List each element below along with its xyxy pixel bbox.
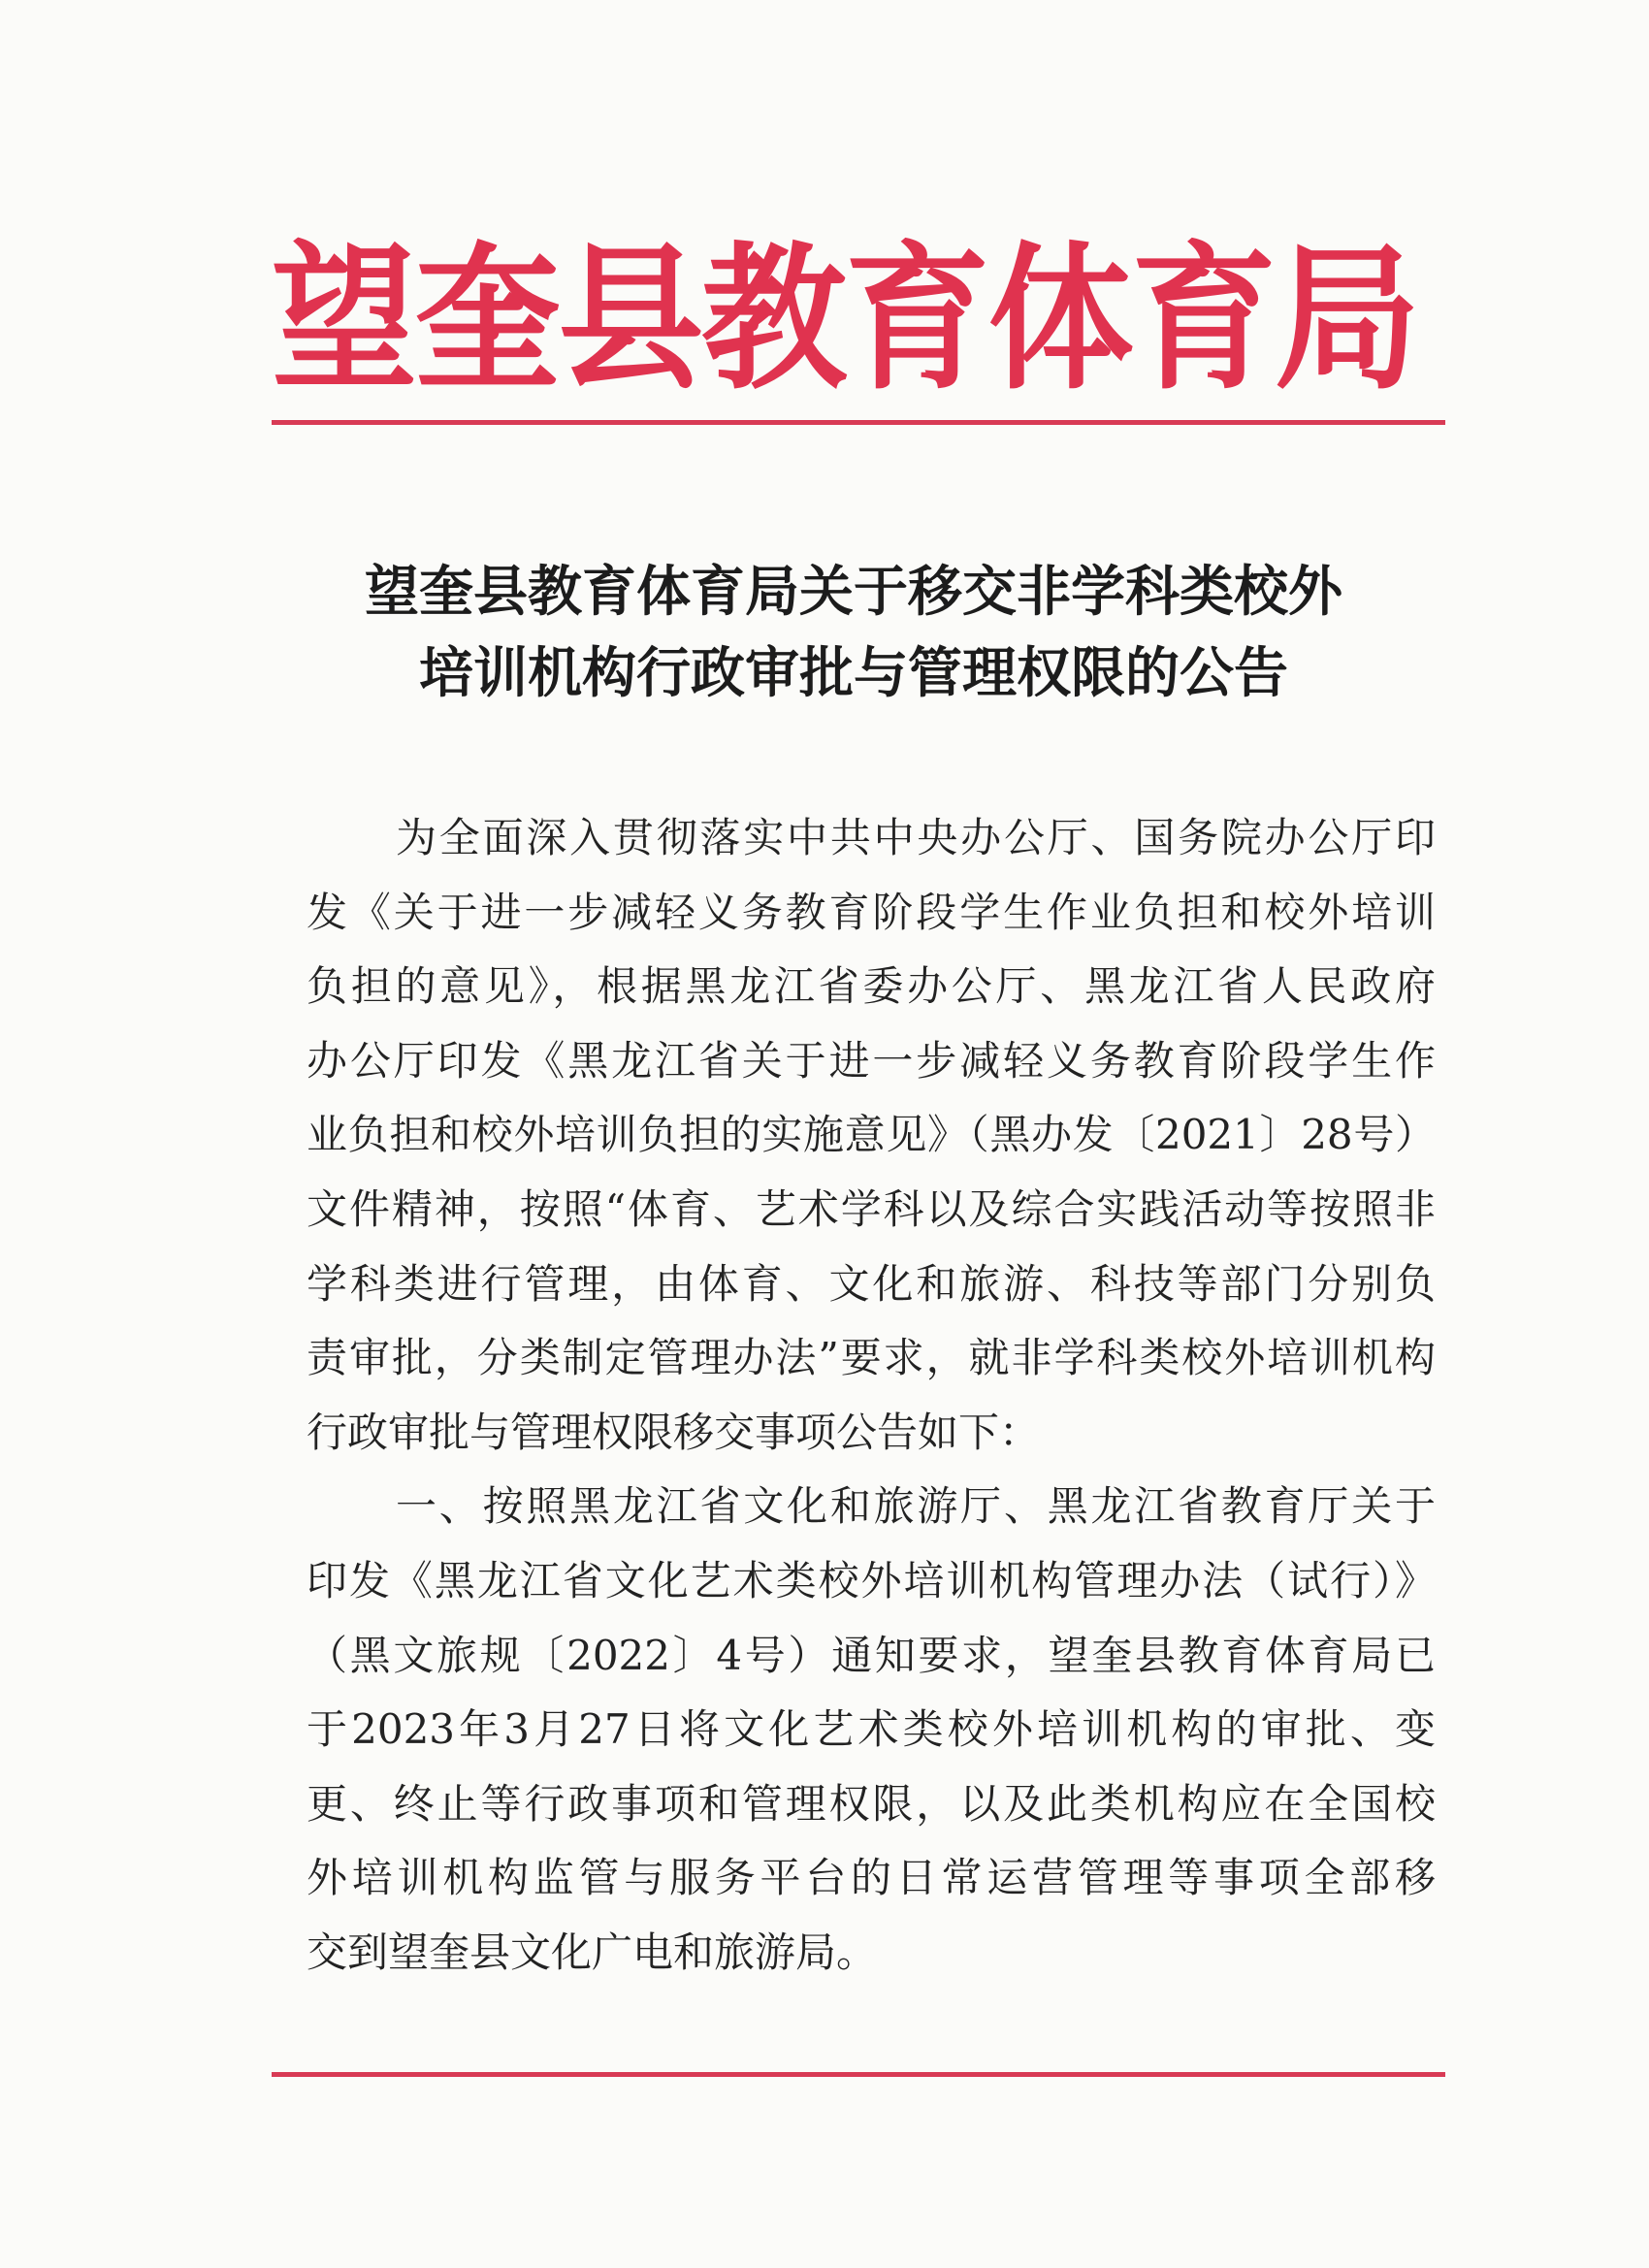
body-line: 印发《黑龙江省文化艺术类校外培训机构管理办法（试行）》 xyxy=(307,1556,1436,1604)
footer-divider xyxy=(272,2072,1445,2077)
paragraph-1 xyxy=(307,801,1436,1470)
body-line: 办公厅印发《黑龙江省关于进一步减轻义务教育阶段学生作 xyxy=(307,1036,1436,1085)
body-line: 发《关于进一步减轻义务教育阶段学生作业负担和校外培训 xyxy=(307,888,1436,936)
body-line: （黑文旅规〔2022〕4号）通知要求，望奎县教育体育局已 xyxy=(307,1631,1436,1679)
letterhead-char: 教 xyxy=(701,229,848,411)
body-line: 文件精神，按照“体育、艺术学科以及综合实践活动等按照非 xyxy=(307,1184,1436,1233)
body-line: 责审批，分类制定管理办法”要求，就非学科类校外培训机构 xyxy=(307,1334,1436,1382)
body-line: 业负担和校外培训负担的实施意见》（黑办发〔2021〕28号） xyxy=(307,1111,1436,1159)
letterhead-char: 望 xyxy=(272,229,418,411)
body-line: 外培训机构监管与服务平台的日常运营管理等事项全部移 xyxy=(307,1854,1436,1902)
letterhead-divider-top xyxy=(272,420,1445,425)
letterhead-char: 局 xyxy=(1274,229,1420,411)
letterhead-char: 体 xyxy=(987,229,1134,411)
body-line: 一、按照黑龙江省文化和旅游厅、黑龙江省教育厅关于 xyxy=(396,1482,1436,1531)
body-line: 交到望奎县文化广电和旅游局。 xyxy=(307,1928,878,1976)
letterhead-char: 育 xyxy=(1131,229,1277,411)
title-line: 望奎县教育体育局关于移交非学科类校外 xyxy=(365,560,1342,624)
body-line: 更、终止等行政事项和管理权限，以及此类机构应在全国校 xyxy=(307,1779,1436,1828)
letterhead-title xyxy=(272,223,1420,417)
letterhead-char: 育 xyxy=(844,229,990,411)
letterhead-char: 县 xyxy=(558,229,704,411)
letterhead-char: 奎 xyxy=(414,229,561,411)
document-body xyxy=(307,801,1436,1991)
title-line: 培训机构行政审批与管理权限的公告 xyxy=(419,641,1288,705)
document-title xyxy=(291,551,1416,714)
body-line: 为全面深入贯彻落实中共中央办公厅、国务院办公厅印 xyxy=(396,814,1436,861)
paragraph-2 xyxy=(307,1470,1436,1990)
body-line: 于2023年3月27日将文化艺术类校外培训机构的审批、变 xyxy=(307,1705,1436,1754)
body-line: 学科类进行管理，由体育、文化和旅游、科技等部门分别负 xyxy=(307,1259,1436,1308)
body-line: 负担的意见》，根据黑龙江省委办公厅、黑龙江省人民政府 xyxy=(307,962,1436,1011)
body-line: 行政审批与管理权限移交事项公告如下： xyxy=(307,1408,1041,1456)
